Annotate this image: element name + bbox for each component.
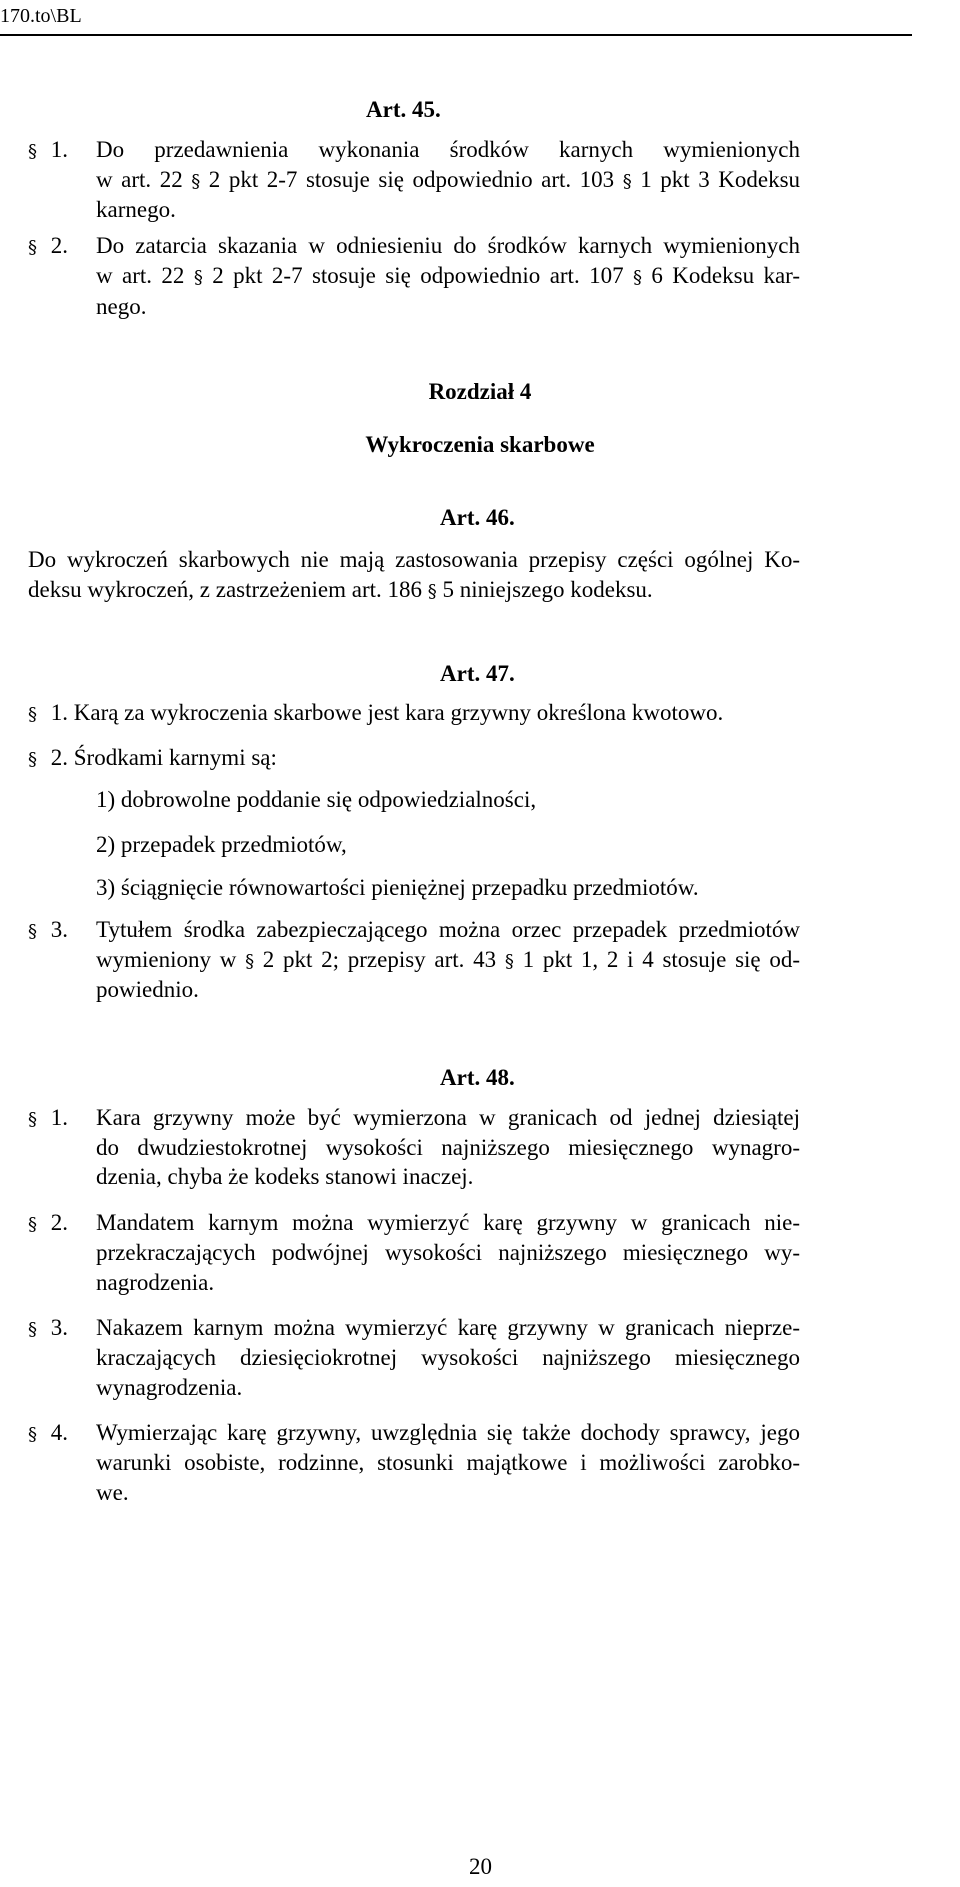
art45-p2-ref-a: w art. 22 [96,263,185,288]
paragraph-sign-icon: § [633,267,642,288]
art47-p3-number: 3. [50,917,68,942]
art48-p2-line1 [28,1209,68,1239]
art47-p1-number: 1. [50,700,68,725]
art47-p3-text2 [96,946,800,976]
art48-p1-text2: do dwudziestokrotnej wysokości najniższego miesięcznego wynagro- [96,1135,800,1160]
paragraph-sign-icon: § [28,1424,37,1445]
art45-title: Art. 45. [366,97,441,122]
art48-p4-line1 [28,1419,68,1449]
art46-text1: Do wykroczeń skarbowych nie mają zastosowania przepisy części ogólnej Ko- [28,547,800,572]
art48-p2-text2: przekraczających podwójnej wysokości najniższego miesięcznego wy- [96,1240,800,1265]
art47-p3-ref-b: 2 pkt 2; przepisy art. 43 [262,947,497,972]
art47-p2-item-3: 3) ściągnięcie równowartości pieniężnej przepadku przedmiotów. [96,875,699,900]
chapter-title: Wykroczenia skarbowe [365,432,595,457]
header-divider [0,34,912,36]
art46-text2 [28,576,653,606]
paragraph-sign-icon: § [622,171,632,192]
paragraph-sign-icon: § [28,1109,37,1130]
paragraph-sign-icon: § [28,704,37,725]
art45-p1-text1: Do przedawnienia wykonania środków karnych wymienionych [96,137,800,162]
art46-ref-a: deksu wykroczeń, z zastrzeżeniem art. 186 [28,577,423,602]
art48-p3-line1 [28,1314,68,1344]
art47-p3-text3: powiednio. [96,977,199,1002]
art48-p4-text2: warunki osobiste, rodzinne, stosunki majątkowe i możliwości zarobko- [96,1450,800,1475]
art47-p3-ref-a: wymieniony w [96,947,237,972]
art48-p4-number: 4. [50,1420,68,1445]
art45-p2-ref-c: 6 Kodeksu kar- [651,263,801,288]
art48-p3-text2: kraczających dziesięciokrotnej wysokości najniższego miesięcznego [96,1345,800,1370]
art48-title: Art. 48. [440,1065,515,1090]
art47-p3-ref-c: 1 pkt 1, 2 i 4 stosuje się od- [522,947,801,972]
art45-p1-ref-a: w art. 22 [96,167,183,192]
art47-p2 [28,744,277,774]
art48-p1-text1: Kara grzywny może być wymierzona w granicach od jednej dziesiątej [96,1105,800,1130]
art45-p1-text2 [96,166,800,196]
art48-p1-text3: dzenia, chyba że kodeks stanowi inaczej. [96,1164,474,1189]
art47-p1-text: Karą za wykroczenia skarbowe jest kara grzywny określona kwotowo. [73,700,724,725]
art45-p1-ref-c: 1 pkt 3 Kodeksu [640,167,801,192]
paragraph-sign-icon: § [245,951,255,972]
art48-p4-text1: Wymierzając karę grzywny, uwzględnia się także dochody sprawcy, jego [96,1420,800,1445]
art45-p2-text3: nego. [96,294,147,319]
paragraph-sign-icon: § [193,267,203,288]
paragraph-sign-icon: § [191,171,201,192]
art45-p2-text1: Do zatarcia skazania w odniesieniu do środków karnych wymienionych [96,233,800,258]
art48-p2-number: 2. [50,1210,68,1235]
art48-p1-line1 [28,1104,68,1134]
paragraph-sign-icon: § [28,1319,37,1340]
art48-p3-text1: Nakazem karnym można wymierzyć karę grzywny w granicach nieprze- [96,1315,800,1340]
art48-p1-number: 1. [50,1105,68,1130]
paragraph-sign-icon: § [28,237,37,258]
page-number: 20 [469,1854,492,1879]
art48-p2-text3: nagrodzenia. [96,1270,215,1295]
art47-p2-text: Środkami karnymi są: [73,745,277,770]
art45-p1-ref-b: 2 pkt 2-7 stosuje się odpowiednio art. 103 [208,167,615,192]
art46-title: Art. 46. [440,505,515,530]
art48-p4-text3: we. [96,1480,129,1505]
art47-p3-text1: Tytułem środka zabezpieczającego można orzec przepadek przedmiotów [96,917,800,942]
art47-p1 [28,699,723,729]
paragraph-sign-icon: § [427,581,437,602]
art45-p1-number: 1. [50,137,68,162]
header-reference: 170.to\BL [0,5,82,27]
art45-p1-line1 [28,136,68,166]
art48-p3-number: 3. [50,1315,68,1340]
chapter-number: Rozdział 4 [428,379,532,404]
art45-p2-text2 [96,262,800,292]
art45-p2-ref-b: 2 pkt 2-7 stosuje się odpowiednio art. 107 [212,263,624,288]
art46-ref-b: 5 niniejszego kodeksu. [442,577,653,602]
art48-p3-text3: wynagrodzenia. [96,1375,243,1400]
art45-p1-text3: karnego. [96,197,176,222]
art47-p2-number: 2. [50,745,68,770]
art47-title: Art. 47. [440,661,515,686]
art45-p2-line1 [28,232,68,262]
art47-p3-line1 [28,916,68,946]
paragraph-sign-icon: § [28,921,37,942]
paragraph-sign-icon: § [28,141,37,162]
paragraph-sign-icon: § [28,749,37,770]
art47-p2-item-2: 2) przepadek przedmiotów, [96,832,347,857]
art48-p2-text1: Mandatem karnym można wymierzyć karę grzywny w granicach nie- [96,1210,800,1235]
paragraph-sign-icon: § [504,951,514,972]
paragraph-sign-icon: § [28,1214,37,1235]
art47-p2-item-1: 1) dobrowolne poddanie się odpowiedzialności, [96,787,537,812]
art45-p2-number: 2. [50,233,68,258]
